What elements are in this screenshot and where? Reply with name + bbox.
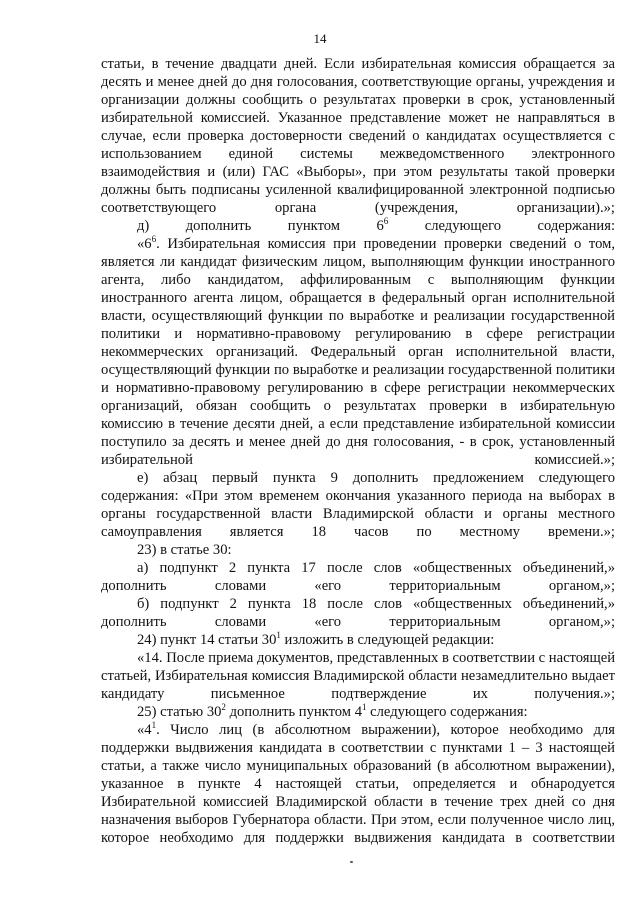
page-number: 14 [313,31,327,46]
scan-speck [350,861,353,863]
document-body [101,55,615,847]
paragraph-7: б) подпункт 2 пункта 18 после слов «общественных объединений,» дополнить словами «его территориальным органом,»; [101,596,615,630]
paragraph-8: 24) пункт 14 статьи $30^1$ изложить в следующей редакции: [137,630,495,648]
paragraph-11: «$4^1$. Число лиц (в абсолютном выражении), которое необходимо для поддержки выдвижения кандидата в соответствии с пунктами 1 – 3 настоящей статьи, а также число муниципальных образований (в абсолютном выражении), указанное в пункте 4 настоящей статьи, определяется и обнародуется Избирательной комиссией Владимирской области в течение трех дней со дня назначения выборов Губернатора области. При этом, если полученное число лиц, которое необходимо для поддержки выдвижения кандидата в соответствии [101,720,615,846]
paragraph-6: а) подпункт 2 пункта 17 после слов «общественных объединений,» дополнить словами «его территориальным органом,»; [101,560,615,594]
paragraph-3: «$6^6$. Избирательная комиссия при проведении проверки сведений о том, является ли кандидат физическим лицом, выполняющим функции иностранного агента, либо кандидатом, аффилированным с выполняющим функции иностранного агента лицом, обращается в федеральный орган исполнительной власти, осуществляющий функции по выработке и реализации государственной политики и нормативно-правовому регулированию в сфере регистрации некоммерческих организаций. Федеральный орган исполнительной власти, осуществляющий функции по выработке и реализации государственной политики и нормативно-правовому регулированию в сфере регистрации некоммерческих организаций, обязан сообщить о результатах проверки в избирательную комиссию в течение десяти дней, а если представление избирательной комиссии поступило за десять и менее дней до дня голосования, - в срок, установленный избирательной комиссией.»; [101,234,615,468]
paragraph-2: д) дополнить пунктом $6^6$ следующего содержания: [137,216,615,234]
paragraph-9: «14. После приема документов, представленных в соответствии с настоящей статьей, Избирательная комиссия Владимирской области незамедлительно выдает кандидату письменное подтверждение их получения.»; [101,650,615,702]
paragraph-10: 25) статью $30^2$ дополнить пунктом $4^1$ следующего содержания: [137,702,528,720]
paragraph-1: статьи, в течение двадцати дней. Если избирательная комиссия обращается за десять и менее дней до дня голосования, соответствующие органы, учреждения и организации должны сообщить о результатах проверки в срок, установленный избирательной комиссией. Указанное представление может не направляться в случае, если проверка достоверности сведений о кандидатах осуществляется с использованием единой системы межведомственного электронного взаимодействия и (или) ГАС «Выборы», при этом результаты такой проверки должны быть подписаны усиленной квалифицированной электронной подписью соответствующего органа (учреждения, организации).»; [101,56,615,216]
paragraph-5: 23) в статье 30: [137,542,232,558]
paragraph-4: е) абзац первый пункта 9 дополнить предложением следующего содержания: «При этом временем окончания указанного периода на выборах в органы государственной власти Владимирской области и органы местного самоуправления является 18 часов по местному времени.»; [101,470,615,540]
